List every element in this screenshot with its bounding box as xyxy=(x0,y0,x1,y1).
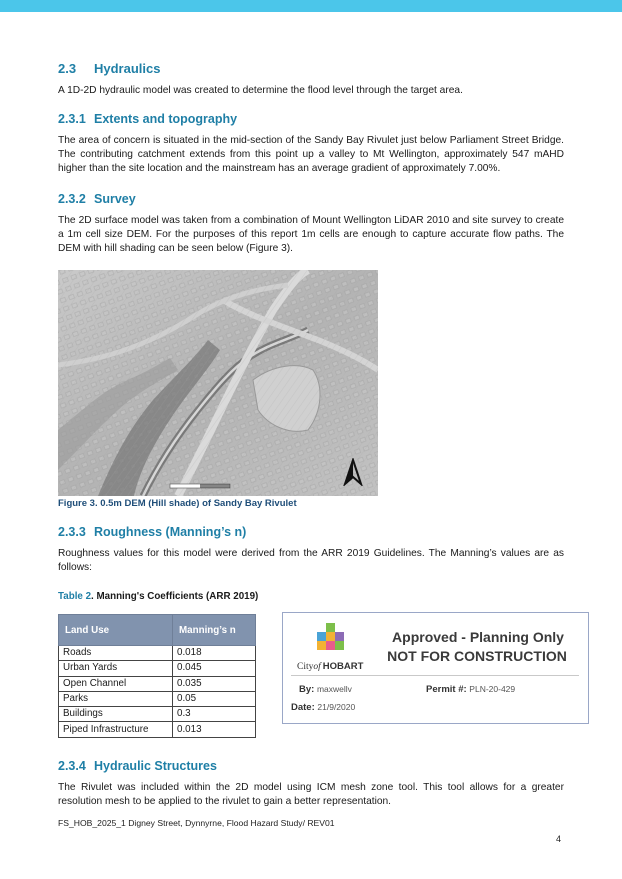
city-of-hobart-logo-text xyxy=(297,661,363,672)
header-accent-bar xyxy=(0,0,622,12)
section-2-3-3-body: Roughness values for this model were derived from the ARR 2019 Guidelines. The Manning’s values are as follows: xyxy=(58,548,564,574)
section-2-3-intro: A 1D-2D hydraulic model was created to determine the flood level through the target area. xyxy=(58,85,463,96)
land-use-cell: Piped Infrastructure xyxy=(59,722,173,737)
table-caption-text: . Manning's Coefficients (ARR 2019) xyxy=(91,591,259,602)
section-number: 2.3.3 xyxy=(58,525,86,539)
section-2-3-4-body: The Rivulet was included within the 2D model using ICM mesh zone tool. This tool allows for a greater resolution mesh to be applied to the rivulet to gain a better representation. xyxy=(58,782,564,808)
section-title: Extents and topography xyxy=(94,112,238,126)
mannings-value-cell: 0.3 xyxy=(173,707,256,722)
page-number: 4 xyxy=(556,834,562,844)
table-row xyxy=(59,646,256,661)
header-mannings-n: Manning’s n xyxy=(173,615,256,646)
section-2-3-1-body: The area of concern is situated in the mid-section of the Sandy Bay Rivulet just below Parliament Street Bridge. The contributing catchment extends from this point up a valley to Mt Wellington, approximately 547 mAHD higher than the site location and the mainstream has an average gradient of approximately 7.00%. xyxy=(58,135,564,175)
mannings-value-cell: 0.035 xyxy=(173,676,256,691)
logo-of: of xyxy=(313,662,321,672)
dem-hillshade-image xyxy=(58,270,378,496)
table-row xyxy=(59,707,256,722)
permit-label: Permit #: xyxy=(426,684,467,695)
land-use-cell: Roads xyxy=(59,646,173,661)
section-number: 2.3.1 xyxy=(58,112,86,126)
section-title: Hydraulic Structures xyxy=(94,759,217,773)
date-label: Date: xyxy=(291,702,315,713)
table-row xyxy=(59,676,256,691)
stamp-permit xyxy=(426,684,515,695)
stamp-divider xyxy=(291,675,579,676)
table-row xyxy=(59,691,256,706)
header-land-use: Land Use xyxy=(59,615,173,646)
approval-stamp xyxy=(282,612,589,724)
mannings-value-cell: 0.05 xyxy=(173,691,256,706)
land-use-cell: Parks xyxy=(59,691,173,706)
north-arrow-icon xyxy=(342,458,364,486)
logo-hobart: HOBART xyxy=(322,661,364,672)
table-2-caption xyxy=(58,591,258,602)
figure-3-caption: Figure 3. 0.5m DEM (Hill shade) of Sandy Bay Rivulet xyxy=(58,498,297,509)
section-number: 2.3.2 xyxy=(58,192,86,206)
stamp-title-line-2: NOT FOR CONSTRUCTION xyxy=(387,648,567,664)
section-title: Hydraulics xyxy=(94,61,161,76)
by-label: By: xyxy=(299,684,315,695)
land-use-cell: Open Channel xyxy=(59,676,173,691)
section-heading-2-3-1 xyxy=(58,112,237,126)
mannings-value-cell: 0.045 xyxy=(173,661,256,676)
land-use-cell: Buildings xyxy=(59,707,173,722)
stamp-by xyxy=(299,684,352,695)
section-heading-2-3-3 xyxy=(58,525,246,539)
mannings-table xyxy=(58,614,256,738)
dem-hillshade-graphic xyxy=(58,270,378,496)
section-heading-2-3-2 xyxy=(58,192,136,206)
table-header-row xyxy=(59,615,256,646)
footer-text: FS_HOB_2025_1 Digney Street, Dynnyrne, Flood Hazard Study/ REV01 xyxy=(58,818,335,828)
section-number: 2.3 xyxy=(58,61,77,76)
section-title: Survey xyxy=(94,192,136,206)
stamp-title-line-1: Approved - Planning Only xyxy=(392,629,564,645)
table-row xyxy=(59,661,256,676)
land-use-cell: Urban Yards xyxy=(59,661,173,676)
permit-value: PLN-20-429 xyxy=(469,684,516,694)
table-caption-prefix: Table 2 xyxy=(58,591,92,602)
date-value: 21/9/2020 xyxy=(317,702,356,712)
section-heading-2-3-4 xyxy=(58,759,217,773)
table-row xyxy=(59,722,256,737)
mannings-value-cell: 0.018 xyxy=(173,646,256,661)
section-2-3-2-body: The 2D surface model was taken from a combination of Mount Wellington LiDAR 2010 and site survey to create a 1m cell size DEM. For the purposes of this report 1m cells are enough to capture accurate flow paths. The DEM with hill shading can be seen below (Figure 3). xyxy=(58,215,564,255)
logo-city: City xyxy=(297,662,314,672)
section-number: 2.3.4 xyxy=(58,759,86,773)
section-heading-2-3 xyxy=(58,61,160,76)
by-value: maxwellv xyxy=(316,684,352,694)
section-title: Roughness (Manning’s n) xyxy=(94,525,247,539)
city-of-hobart-logo-icon xyxy=(313,623,349,659)
stamp-date xyxy=(291,702,355,713)
mannings-value-cell: 0.013 xyxy=(173,722,256,737)
